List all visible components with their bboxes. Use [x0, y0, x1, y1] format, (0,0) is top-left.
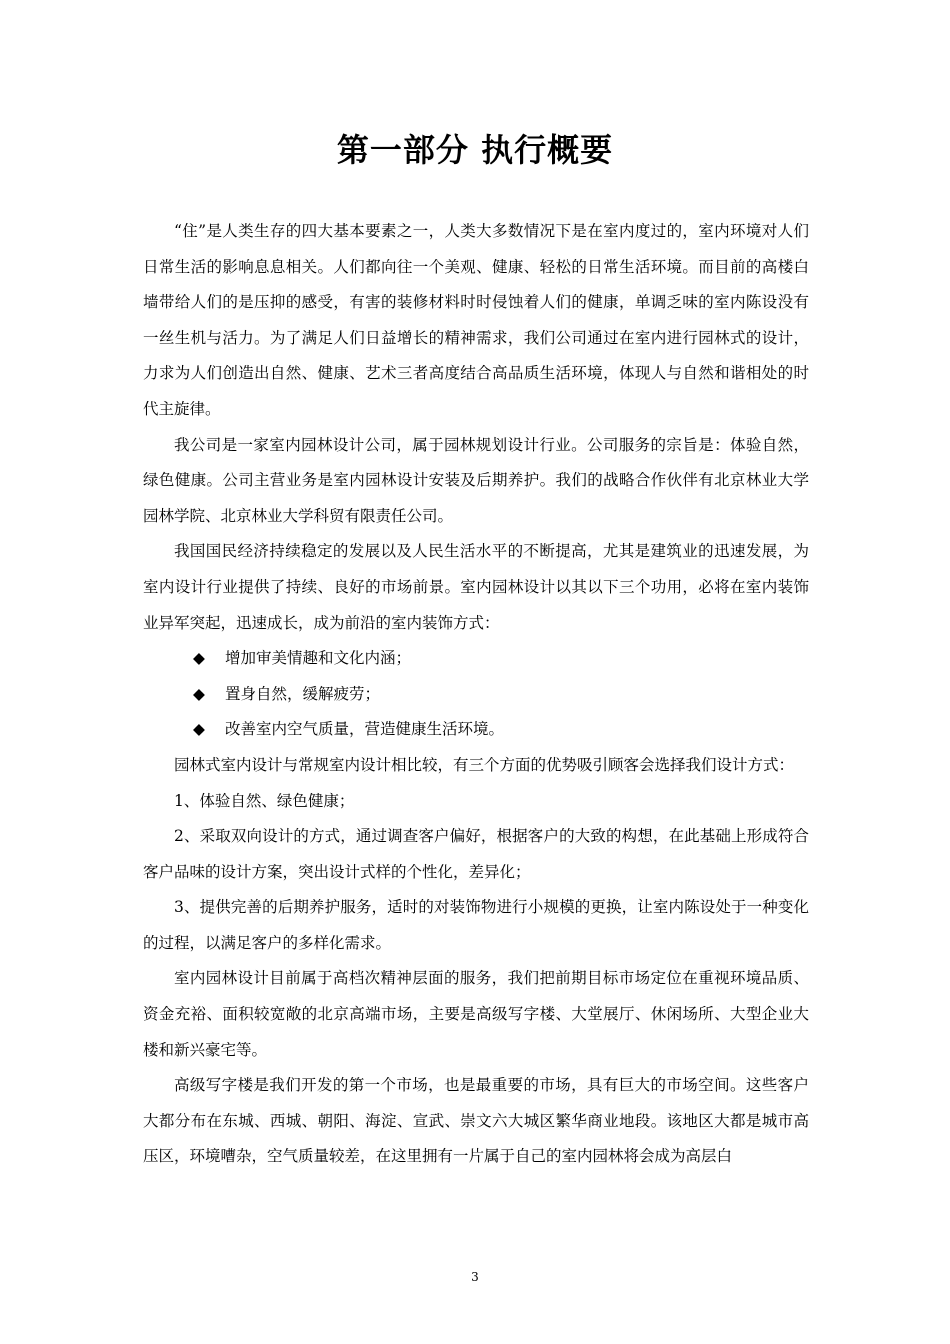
diamond-bullet-icon: ◆: [193, 684, 205, 703]
diamond-bullet-icon: ◆: [193, 649, 205, 668]
paragraph-intro: “住”是人类生存的四大基本要素之一，人类大多数情况下是在室内度过的，室内环境对人们日常生活的影响息息相关。人们都向往一个美观、健康、轻松的日常生活环境。而目前的高楼白墙带给人们的是压抑的感受，有害的装修材料时时侵蚀着人们的健康，单调乏味的室内陈设没有一丝生机与活力。为了满足人们日益增长的精神需求，我们公司通过在室内进行园林式的设计，力求为人们创造出自然、健康、艺术三者高度结合高品质生活环境，体现人与自然和谐相处的时代主旋律。: [143, 222, 809, 418]
bullet-text: 改善室内空气质量，营造健康生活环境。: [225, 720, 505, 739]
bullet-item: [143, 712, 809, 748]
diamond-bullet-icon: ◆: [193, 720, 205, 739]
bullet-text: 增加审美情趣和文化内涵；: [225, 649, 412, 668]
paragraph-company: 我公司是一家室内园林设计公司，属于园林规划设计行业。公司服务的宗旨是：体验自然，绿色健康。公司主营业务是室内园林设计安装及后期养护。我们的战略合作伙伴有北京林业大学园林学院、北京林业大学科贸有限责任公司。: [143, 435, 809, 525]
paragraph-market-outlook: 我国国民经济持续稳定的发展以及人民生活水平的不断提高，尤其是建筑业的迅速发展，为室内设计行业提供了持续、良好的市场前景。室内园林设计以其以下三个功用，必将在室内装饰业异军突起，迅速成长，成为前沿的室内装饰方式：: [143, 542, 809, 632]
page-title: 第一部分 执行概要: [336, 131, 614, 169]
document-body: [143, 214, 809, 1175]
paragraph-advantages-intro: 园林式室内设计与常规室内设计相比较，有三个方面的优势吸引顾客会选择我们设计方式：: [174, 755, 795, 774]
paragraph-office-market: 高级写字楼是我们开发的第一个市场，也是最重要的市场，具有巨大的市场空间。这些客户大都分布在东城、西城、朝阳、海淀、宣武、崇文六大城区繁华商业地段。该地区大都是城市高压区，环境嘈杂，空气质量较差，在这里拥有一片属于自己的室内园林将会成为高层白: [143, 1076, 809, 1166]
advantage-item: 1、体验自然、绿色健康；: [174, 791, 355, 810]
paragraph-target-market: 室内园林设计目前属于高档次精神层面的服务，我们把前期目标市场定位在重视环境品质、资金充裕、面积较宽敞的北京高端市场，主要是高级写字楼、大堂展厅、休闲场所、大型企业大楼和新兴豪宅等。: [143, 969, 809, 1059]
bullet-item: [143, 641, 809, 677]
advantage-item: 3、提供完善的后期养护服务，适时的对装饰物进行小规模的更换，让室内陈设处于一种变化的过程，以满足客户的多样化需求。: [143, 898, 809, 952]
bullet-text: 置身自然，缓解疲劳；: [225, 684, 381, 703]
bullet-item: [143, 677, 809, 713]
advantage-item: 2、采取双向设计的方式，通过调查客户偏好，根据客户的大致的构想，在此基础上形成符合客户品味的设计方案，突出设计式样的个性化，差异化；: [143, 827, 809, 881]
page-number: 3: [471, 1270, 479, 1284]
